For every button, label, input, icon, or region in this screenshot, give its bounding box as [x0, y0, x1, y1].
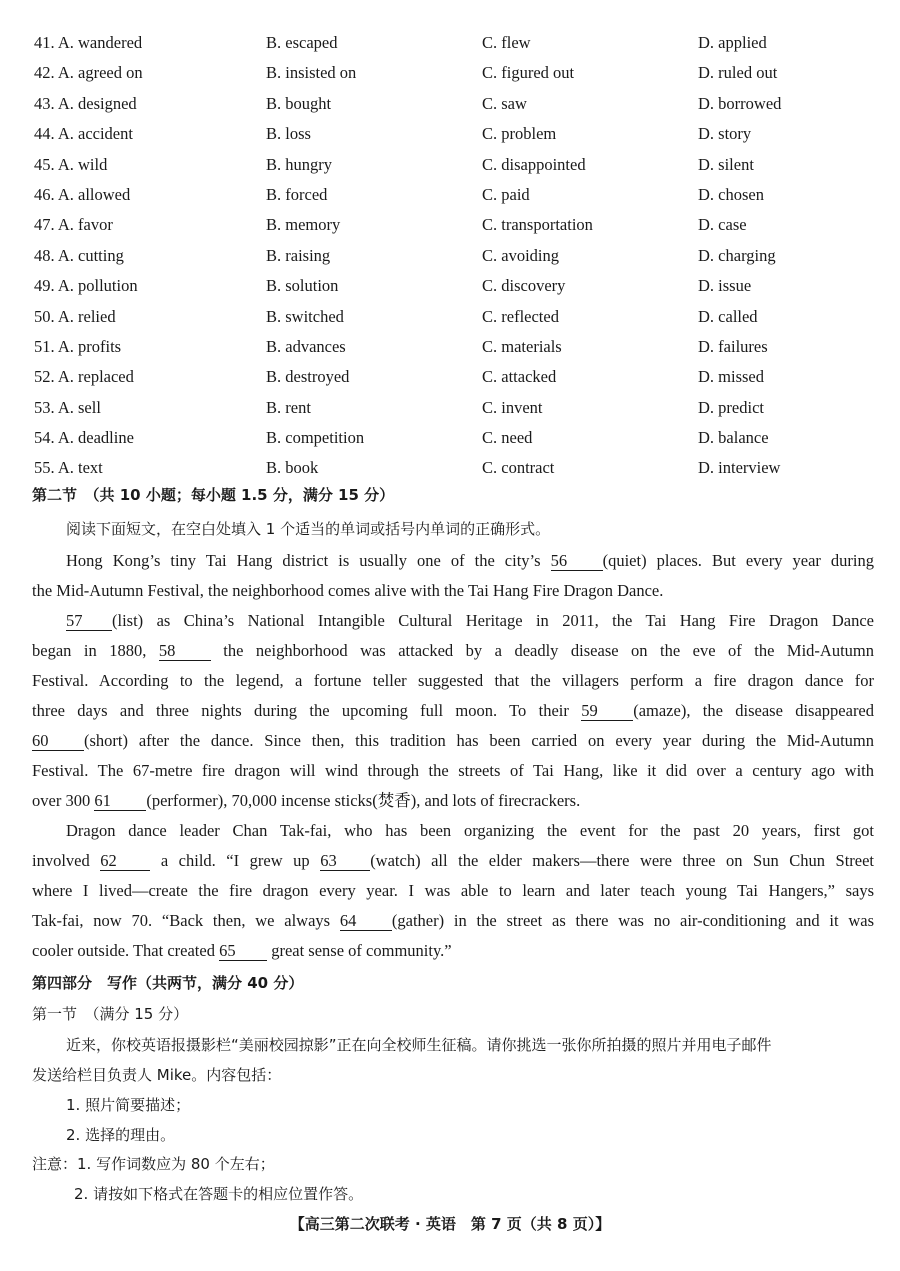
writing-item: 1. 照片简要描述；: [66, 1096, 191, 1114]
blank-58: 58: [159, 642, 211, 661]
blank-57: 57: [66, 612, 112, 631]
option-c: C. reflected: [482, 306, 559, 326]
question-row: [34, 119, 874, 149]
question-row: [34, 271, 874, 301]
writing-note: 注意：1. 写作词数应为 80 个左右；: [32, 1155, 275, 1173]
option-c: C. figured out: [482, 63, 575, 83]
option-b: B. memory: [266, 215, 341, 235]
question-row: [34, 89, 874, 119]
passage-line: Dragon dance leader Chan Tak-fai, who has been organizing the event for the past 20 years, first got: [66, 821, 874, 840]
option-d: D. applied: [698, 33, 767, 52]
option-c: C. invent: [482, 397, 543, 417]
blank-60: 60: [32, 732, 84, 751]
option-b: B. escaped: [266, 33, 338, 52]
option-b: B. insisted on: [266, 63, 357, 83]
option-d: D. charging: [698, 245, 776, 265]
option-b: B. rent: [266, 397, 311, 417]
option-d: D. ruled out: [698, 63, 778, 83]
options-table: [34, 28, 874, 484]
passage-line: three days and three nights during the upcoming full moon. To their 59 (amaze), the disease disappeared: [32, 701, 875, 720]
option-b: B. raising: [266, 245, 331, 265]
writing-prompt-line: 近来，你校英语报摄影栏“美丽校园掠影”正在向全校师生征稿。请你挑选一张你所拍摄的照片并用电子邮件: [66, 1036, 772, 1054]
option-c: C. avoiding: [482, 245, 559, 265]
writing-note: 2. 请按如下格式在答题卡的相应位置作答。: [74, 1185, 364, 1203]
writing-prompt-line: 发送给栏目负责人 Mike。内容包括：: [32, 1066, 282, 1084]
writing-item: 2. 选择的理由。: [66, 1126, 176, 1144]
option-d: D. missed: [698, 367, 764, 387]
option-c: C. problem: [482, 124, 557, 144]
option-c: C. transportation: [482, 215, 593, 235]
blank-61: 61: [94, 792, 146, 811]
question-row: [34, 393, 874, 423]
part4-heading: 第四部分 写作（共两节，满分 40 分）: [32, 974, 304, 992]
passage-line: 57 (list) as China’s National Intangible Cultural Heritage in 2011, the Tai Hang Fire Dragon Dance: [66, 611, 874, 630]
option-c: C. disappointed: [482, 154, 586, 174]
option-a: 52. A. replaced: [34, 367, 134, 387]
option-a: 44. A. accident: [34, 124, 133, 144]
question-row: [34, 28, 874, 58]
option-d: D. case: [698, 215, 747, 235]
blank-63: 63: [320, 852, 370, 871]
question-row: [34, 58, 874, 88]
option-c: C. paid: [482, 184, 530, 204]
blank-56: 56: [551, 552, 603, 571]
passage-line: began in 1880, 58 the neighborhood was attacked by a deadly disease on the eve of the Mid-Autumn: [32, 641, 874, 660]
option-d: D. predict: [698, 397, 764, 417]
option-a: 50. A. relied: [34, 306, 116, 326]
option-d: D. issue: [698, 276, 752, 296]
option-a: 41. A. wandered: [34, 33, 143, 52]
passage-line: where I lived—create the fire dragon every year. I was able to learn and later teach young Tai Hangers,” says: [32, 881, 874, 900]
part4-subheading: 第一节 （满分 15 分）: [32, 1005, 189, 1023]
option-b: B. hungry: [266, 154, 332, 174]
question-row: [34, 241, 874, 271]
option-c: C. materials: [482, 336, 562, 356]
option-a: 53. A. sell: [34, 397, 101, 417]
blank-64: 64: [340, 912, 392, 931]
option-b: B. switched: [266, 306, 344, 326]
option-d: D. chosen: [698, 184, 764, 204]
passage-line: 60 (short) after the dance. Since then, this tradition has been carried on every year during the Mid-Autumn: [32, 731, 874, 750]
option-d: D. interview: [698, 458, 781, 478]
option-a: 51. A. profits: [34, 336, 122, 356]
question-row: [34, 210, 874, 240]
option-a: 46. A. allowed: [34, 184, 131, 204]
option-d: D. silent: [698, 154, 754, 174]
passage-line: Hong Kong’s tiny Tai Hang district is usually one of the city’s 56 (quiet) places. But every year during: [66, 551, 874, 570]
question-row: [34, 302, 874, 332]
option-c: C. flew: [482, 33, 531, 52]
passage-line: Festival. According to the legend, a fortune teller suggested that the villagers perform a fire dragon dance for: [32, 671, 874, 690]
option-a: 45. A. wild: [34, 154, 108, 174]
question-row: [34, 150, 874, 180]
option-a: 55. A. text: [34, 458, 103, 478]
page-footer: 【高三第二次联考 · 英语 第 7 页（共 8 页）】: [289, 1215, 611, 1233]
option-c: C. attacked: [482, 367, 557, 387]
passage-line: over 300 61 (performer), 70,000 incense sticks(焚香), and lots of firecrackers.: [32, 791, 581, 810]
option-b: B. loss: [266, 124, 311, 144]
passage-line: cooler outside. That created 65 great sense of community.”: [32, 941, 452, 960]
option-b: B. bought: [266, 93, 332, 113]
option-c: C. need: [482, 428, 533, 448]
section-instruction: 阅读下面短文，在空白处填入 1 个适当的单词或括号内单词的正确形式。: [66, 520, 551, 538]
blank-62: 62: [100, 852, 150, 871]
question-row: [34, 453, 874, 483]
blank-59: 59: [581, 702, 633, 721]
option-a: 42. A. agreed on: [34, 63, 143, 83]
option-b: B. advances: [266, 336, 346, 356]
option-d: D. story: [698, 124, 752, 144]
option-a: 49. A. pollution: [34, 276, 138, 296]
passage-line: the Mid-Autumn Festival, the neighborhood comes alive with the Tai Hang Fire Dragon Dance.: [32, 581, 664, 600]
option-a: 48. A. cutting: [34, 245, 124, 265]
option-d: D. borrowed: [698, 93, 782, 113]
passage: [32, 546, 874, 966]
option-b: B. competition: [266, 428, 365, 448]
option-a: 47. A. favor: [34, 215, 113, 235]
option-d: D. balance: [698, 428, 769, 448]
option-a: 43. A. designed: [34, 93, 137, 113]
option-c: C. discovery: [482, 276, 566, 296]
option-d: D. called: [698, 306, 758, 326]
section-heading: 第二节 （共 10 小题；每小题 1.5 分，满分 15 分）: [32, 486, 395, 504]
question-row: [34, 362, 874, 392]
option-b: B. book: [266, 458, 319, 478]
option-c: C. saw: [482, 93, 527, 113]
question-row: [34, 423, 874, 453]
option-c: C. contract: [482, 458, 555, 478]
option-b: B. solution: [266, 276, 339, 296]
option-a: 54. A. deadline: [34, 428, 134, 448]
passage-line: Tak-fai, now 70. “Back then, we always 64 (gather) in the street as there was no air-conditioning and it was: [32, 911, 875, 930]
passage-line: involved 62 a child. “I grew up 63 (watch) all the elder makers—there were three on Sun Chun Street: [32, 851, 875, 870]
passage-line: Festival. The 67-metre fire dragon will wind through the streets of Tai Hang, like it did over a century ago with: [32, 761, 874, 780]
option-b: B. forced: [266, 184, 328, 204]
blank-65: 65: [219, 942, 267, 961]
question-row: [34, 180, 874, 210]
question-row: [34, 332, 874, 362]
option-b: B. destroyed: [266, 367, 350, 387]
option-d: D. failures: [698, 336, 768, 356]
